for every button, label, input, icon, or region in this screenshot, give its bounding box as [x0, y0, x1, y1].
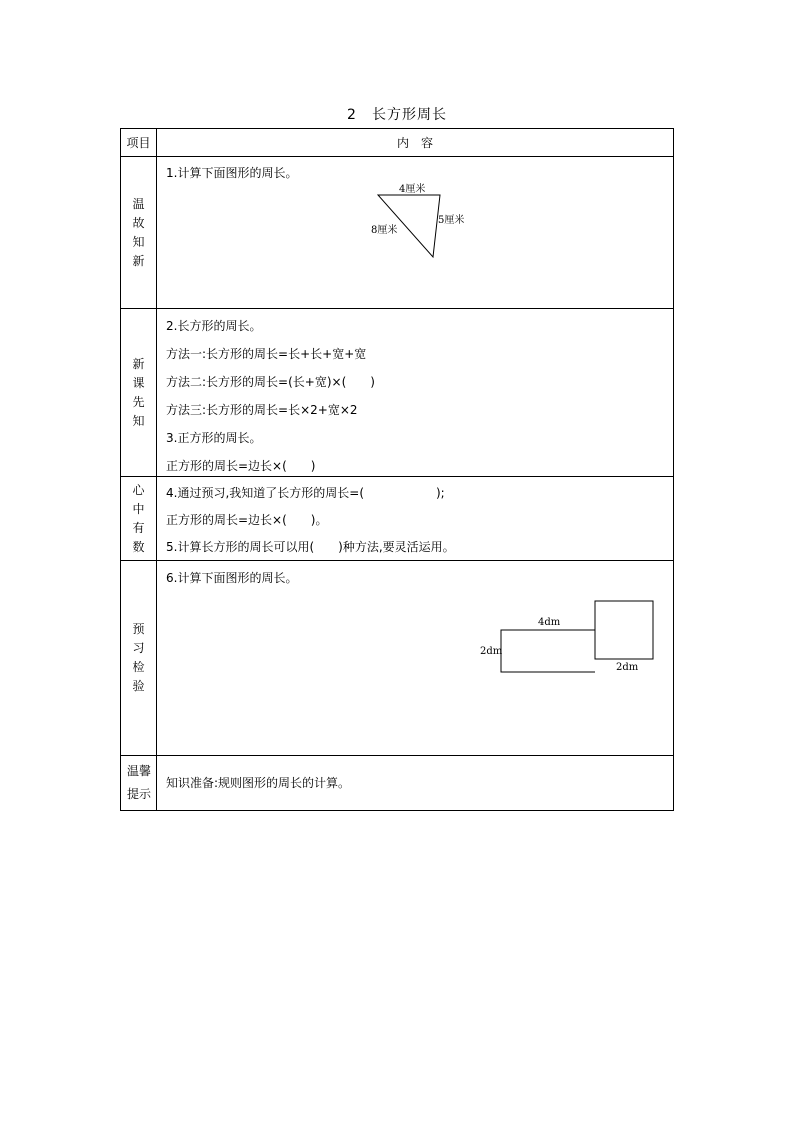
section-label-cell: [121, 561, 157, 756]
header-content-label: 内 容: [157, 129, 674, 157]
header-item-label: 项目: [121, 129, 157, 157]
method-2: 方法二:长方形的周长=(长+宽)×( ): [166, 375, 375, 389]
section-practice: [121, 561, 674, 756]
square-bottom-label: 2dm: [616, 662, 639, 673]
section-content: [157, 157, 674, 309]
triangle-top-label: 4厘米: [399, 184, 426, 195]
square-formula: 正方形的周长=边长×( ): [166, 459, 316, 473]
worksheet-table: [120, 128, 674, 811]
section-label-cell: [121, 477, 157, 561]
triangle-right-label: 5厘米: [438, 215, 465, 226]
tip-label-cell: [121, 756, 157, 811]
question-4: 4.通过预习,我知道了长方形的周长=( );: [166, 486, 445, 500]
rectangle-shape: [501, 630, 595, 672]
page-title: 2 长方形周长: [347, 107, 447, 123]
section-label: 心中有数: [132, 482, 145, 554]
rect-top-label: 4dm: [538, 617, 561, 628]
section-label-cell: [121, 157, 157, 309]
section-content: [157, 561, 674, 756]
question-3: 3.正方形的周长。: [166, 431, 262, 445]
question-5: 5.计算长方形的周长可以用( )种方法,要灵活运用。: [166, 540, 455, 554]
section-content: [157, 477, 674, 561]
rectangle-square-figure: [324, 590, 639, 680]
section-content: [157, 309, 674, 477]
section-label: 新课先知: [132, 356, 145, 428]
rect-left-label: 2dm: [480, 646, 503, 657]
tip-content: [157, 756, 674, 811]
section-review: [121, 157, 674, 309]
square-answer: 正方形的周长=边长×( )。: [166, 513, 328, 527]
question-1: 1.计算下面图形的周长。: [166, 166, 298, 180]
tip-label-line2: 提示: [126, 787, 151, 801]
section-preview: [121, 309, 674, 477]
section-label-cell: [121, 309, 157, 477]
tip-label-line1: 温馨: [126, 764, 151, 778]
section-self-check: [121, 477, 674, 561]
method-3: 方法三:长方形的周长=长×2+宽×2: [166, 403, 358, 417]
section-label: 温故知新: [132, 196, 145, 268]
square-shape: [595, 601, 653, 659]
method-1: 方法一:长方形的周长=长+长+宽+宽: [166, 347, 367, 361]
tip-text: 知识准备:规则图形的周长的计算。: [166, 776, 351, 790]
header-row: [121, 129, 674, 157]
section-label: 预习检验: [132, 622, 145, 693]
triangle-left-label: 8厘米: [371, 225, 398, 236]
triangle-figure: [356, 181, 656, 276]
tip-row: [121, 756, 674, 811]
question-2: 2.长方形的周长。: [166, 319, 262, 333]
question-6: 6.计算下面图形的周长。: [166, 571, 298, 585]
